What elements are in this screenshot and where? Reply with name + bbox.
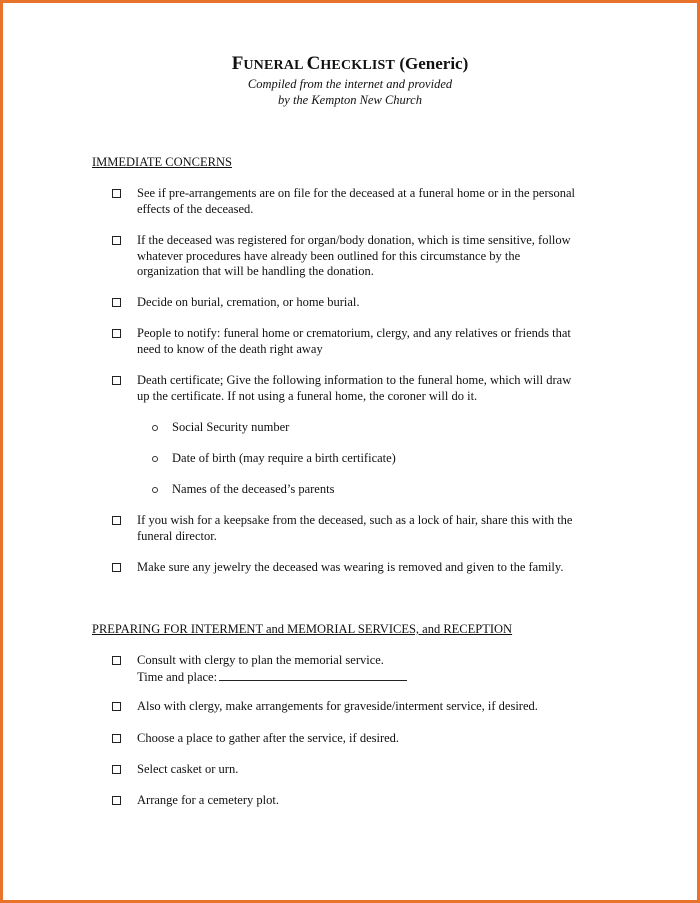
checkbox[interactable]: [112, 189, 121, 198]
checkbox[interactable]: [112, 734, 121, 743]
checkbox[interactable]: [112, 765, 121, 774]
section-heading-preparing: PREPARING FOR INTERMENT and MEMORIAL SERVICES, and RECEPTION: [92, 622, 513, 636]
section-heading-immediate: IMMEDIATE CONCERNS: [92, 155, 232, 169]
checkbox[interactable]: [112, 516, 121, 525]
document-page: FUNERAL CHECKLIST (Generic) Compiled from the internet and provided by the Kempton New Church IMMEDIATE CONCERNS See if pre-arrangements are on file for the deceased at a funeral home or in the personal effects of the deceased. If the deceased was registered for organ/body donation, which is time sensitive, follow whatever procedures have already been outlined for this circumstance by the organization that will be handling the donation. Decide on burial, cremation, or home burial. People to notify: funeral home or crematorium, clergy, and any relatives or friends that need to know of the death right away Death certificate; Give the following information to the funeral home, which will draw up the certificate. If not using a funeral home, the coroner will do it. Social Security number Date of birth (may require a birth certificate) Names of the deceased’s parents If you wish for a keepsake from the deceased, such as a lock of hair, share this with the funeral director. Make sure any jewelry the deceased was wearing is removed and given to the family. PREPARING FOR INTERMENT and MEMORIAL SERVICES, and RECEPTION Consult with clergy to plan the memorial service. Time and place: Also with clergy, make arrangements for graveside/interment service, if desired. Choose a place to gather after the service, if desired. Select casket or urn. Arrange for a cemetery plot.: [0, 0, 700, 903]
checkbox[interactable]: [112, 376, 121, 385]
checkbox[interactable]: [112, 702, 121, 711]
page-title: FUNERAL CHECKLIST (Generic): [231, 53, 469, 74]
checkbox[interactable]: [112, 329, 121, 338]
subtitle-line-1: Compiled from the internet and provided: [247, 77, 453, 91]
checkbox[interactable]: [112, 563, 121, 572]
circle-bullet-icon: [152, 487, 158, 493]
circle-bullet-icon: [152, 456, 158, 462]
checkbox[interactable]: [112, 656, 121, 665]
checkbox[interactable]: [112, 796, 121, 805]
checkbox[interactable]: [112, 236, 121, 245]
time-place-blank-field[interactable]: [219, 669, 407, 681]
checkbox[interactable]: [112, 298, 121, 307]
subtitle-line-2: by the Kempton New Church: [278, 93, 422, 107]
circle-bullet-icon: [152, 425, 158, 431]
